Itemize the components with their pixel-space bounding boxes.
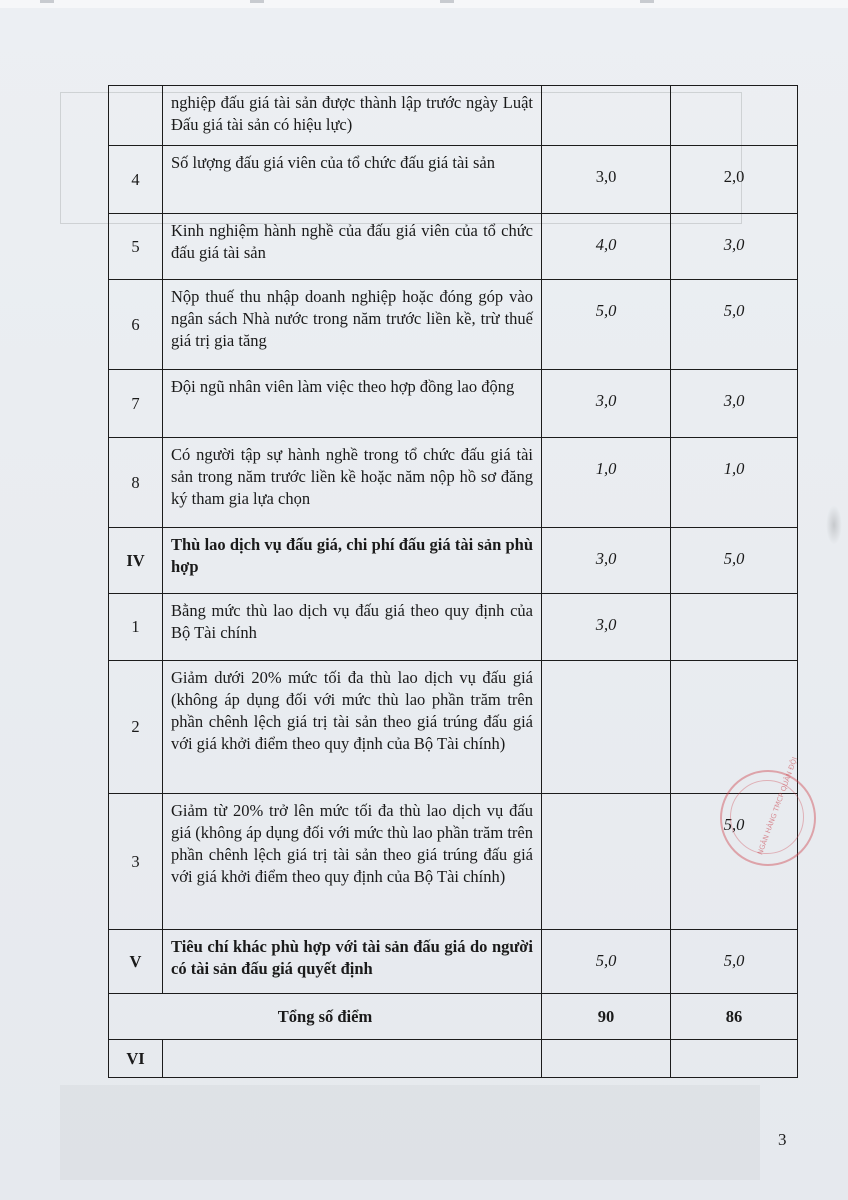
score-col-2: 1,0 — [671, 438, 798, 528]
seal-text: NGÂN HÀNG TMCP QUÂN ĐỘI — [756, 756, 800, 856]
criteria-text: Có người tập sự hành nghề trong tổ chức đấu giá tài sản trong năm trước liền kề hoặc năm nộp hồ sơ đăng ký tham gia lựa chọn — [163, 438, 542, 528]
section-number: IV — [109, 528, 163, 594]
table-row — [109, 661, 798, 794]
score-col-2 — [671, 594, 798, 661]
score-col-2: 3,0 — [671, 370, 798, 438]
score-col-2: 5,0 — [671, 930, 798, 994]
table-row — [109, 594, 798, 661]
row-number: 7 — [109, 370, 163, 438]
criteria-text — [163, 1040, 542, 1078]
score-col-1 — [542, 794, 671, 930]
bleed-through-footer — [60, 1085, 760, 1180]
row-number — [109, 86, 163, 146]
scan-mark — [826, 505, 842, 545]
table-row — [109, 214, 798, 280]
row-number: 2 — [109, 661, 163, 794]
table-row-section — [109, 930, 798, 994]
criteria-text: Giảm dưới 20% mức tối đa thù lao dịch vụ đấu giá (không áp dụng đối với mức thù lao phần trăm trên phần chênh lệch giá trị tài sản theo giá trúng đấu giá với giá khởi điểm theo quy định của Bộ Tài chính) — [163, 661, 542, 794]
row-number: 8 — [109, 438, 163, 528]
page-number: 3 — [778, 1130, 787, 1149]
scan-top-edge — [0, 0, 848, 8]
criteria-text: Nộp thuế thu nhập doanh nghiệp hoặc đóng góp vào ngân sách Nhà nước trong năm trước liền kề, trừ thuế giá trị gia tăng — [163, 280, 542, 370]
score-col-2 — [671, 1040, 798, 1078]
row-number: 4 — [109, 146, 163, 214]
criteria-text: nghiệp đấu giá tài sản được thành lập trước ngày Luật Đấu giá tài sản có hiệu lực) — [163, 86, 542, 146]
criteria-text: Kinh nghiệm hành nghề của đấu giá viên của tổ chức đấu giá tài sản — [163, 214, 542, 280]
criteria-text: Số lượng đấu giá viên của tổ chức đấu giá tài sản — [163, 146, 542, 214]
section-number: VI — [109, 1040, 163, 1078]
criteria-text: Giảm từ 20% trở lên mức tối đa thù lao dịch vụ đấu giá (không áp dụng đối với mức thù lao phần trăm trên phần chênh lệch giá trị tài sản theo giá trúng đấu giá với giá khởi điểm theo quy định của Bộ Tài chính) — [163, 794, 542, 930]
table-row — [109, 794, 798, 930]
score-col-1: 3,0 — [542, 370, 671, 438]
score-col-1 — [542, 1040, 671, 1078]
score-col-1: 3,0 — [542, 528, 671, 594]
row-number: 3 — [109, 794, 163, 930]
row-number: 5 — [109, 214, 163, 280]
score-col-1: 3,0 — [542, 594, 671, 661]
total-score-1: 90 — [542, 994, 671, 1040]
table-row — [109, 146, 798, 214]
total-row — [109, 994, 798, 1040]
section-title: Thù lao dịch vụ đấu giá, chi phí đấu giá tài sản phù hợp — [163, 528, 542, 594]
criteria-text: Đội ngũ nhân viên làm việc theo hợp đồng lao động — [163, 370, 542, 438]
section-title: Tiêu chí khác phù hợp với tài sản đấu giá do người có tài sản đấu giá quyết định — [163, 930, 542, 994]
total-label: Tổng số điểm — [109, 994, 542, 1040]
section-number: V — [109, 930, 163, 994]
score-col-1: 5,0 — [542, 280, 671, 370]
row-number: 1 — [109, 594, 163, 661]
total-score-2: 86 — [671, 994, 798, 1040]
score-col-2: 2,0 — [671, 146, 798, 214]
company-seal — [720, 756, 816, 866]
table-row — [109, 280, 798, 370]
scoring-table — [108, 85, 798, 1078]
score-col-1: 1,0 — [542, 438, 671, 528]
score-col-1 — [542, 661, 671, 794]
table-row — [109, 438, 798, 528]
score-col-2: 5,0 — [671, 794, 798, 930]
score-col-1 — [542, 86, 671, 146]
table-row — [109, 86, 798, 146]
score-col-2 — [671, 86, 798, 146]
score-col-1: 5,0 — [542, 930, 671, 994]
table-row — [109, 370, 798, 438]
table-row-section — [109, 1040, 798, 1078]
score-col-2: 5,0 — [671, 528, 798, 594]
criteria-text: Bằng mức thù lao dịch vụ đấu giá theo quy định của Bộ Tài chính — [163, 594, 542, 661]
score-col-1: 3,0 — [542, 146, 671, 214]
score-col-2: 5,0 — [671, 280, 798, 370]
table-row-section — [109, 528, 798, 594]
score-col-2: 3,0 — [671, 214, 798, 280]
score-col-1: 4,0 — [542, 214, 671, 280]
row-number: 6 — [109, 280, 163, 370]
